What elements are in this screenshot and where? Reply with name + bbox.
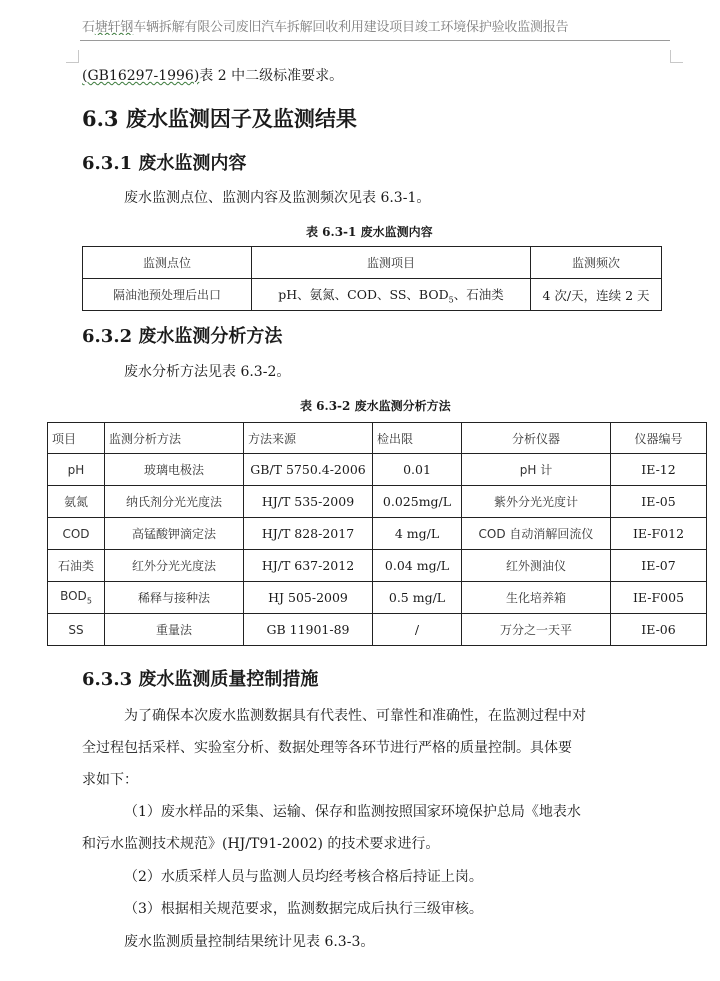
detection-limit-cell: 0.04 mg/L	[373, 550, 462, 582]
header-title-rest: 车辆拆解有限公司废旧汽车拆解回收利用建设项目竣工环境保护验收监测报告	[133, 20, 569, 35]
header-rule	[80, 40, 670, 41]
source-cell: HJ 505-2009	[244, 582, 373, 614]
method-cell: 纳氏剂分光光度法	[105, 486, 244, 518]
section-6-3-1-heading: 6.3.1 废水监测内容	[82, 153, 247, 174]
section-6-3-2-paragraph: 废水分析方法见表 6.3-2。	[124, 364, 291, 380]
table-6-3-1	[82, 246, 662, 311]
method-cell: 重量法	[105, 614, 244, 646]
header-cell: 监测项目	[252, 247, 531, 279]
source-cell: HJ/T 535-2009	[244, 486, 373, 518]
method-cell: 红外分光光度法	[105, 550, 244, 582]
item-cell	[48, 518, 105, 550]
header-cell: 分析仪器	[462, 423, 611, 454]
header-cell: 监测点位	[83, 247, 252, 279]
page-header	[82, 16, 666, 35]
monitoring-items-tail: 、石油类	[453, 286, 504, 302]
source-cell: GB 11901-89	[244, 614, 373, 646]
detection-limit-cell: /	[373, 614, 462, 646]
instrument-cell: 红外测油仪	[462, 550, 611, 582]
item-text: 石油类	[57, 559, 94, 573]
header-cell: 方法来源	[244, 423, 373, 454]
instrument-cell: 生化培养箱	[462, 582, 611, 614]
qc-closing: 废水监测质量控制结果统计见表 6.3-3。	[124, 934, 375, 950]
qc-item-1-line-2: 和污水监测技术规范》(HJ/T91-2002) 的技术要求进行。	[82, 836, 440, 852]
table-row	[48, 582, 707, 614]
method-rows	[48, 454, 707, 646]
monitoring-point-cell: 隔油池预处理后出口	[83, 279, 252, 311]
item-cell	[48, 614, 105, 646]
instrument-code-cell: IE-07	[611, 550, 707, 582]
item-text: COD	[62, 526, 90, 541]
header-cell: 检出限	[373, 423, 462, 454]
qc-item-1-line-1: （1）废水样品的采集、运输、保存和监测按照国家环境保护总局《地表水	[124, 804, 581, 820]
item-text: 氨氮	[63, 495, 88, 509]
bod-subscript: 5	[448, 295, 454, 305]
instrument-code-cell: IE-05	[611, 486, 707, 518]
detection-limit-cell: 0.01	[373, 454, 462, 486]
item-cell	[48, 550, 105, 582]
table-row	[48, 486, 707, 518]
qc-item-2: （2）水质采样人员与监测人员均经考核合格后持证上岗。	[124, 869, 483, 885]
table-6-3-2	[47, 422, 707, 646]
section-6-3-heading: 6.3 废水监测因子及监测结果	[82, 106, 357, 131]
table-row	[48, 454, 707, 486]
instrument-code-cell: IE-F012	[611, 518, 707, 550]
table-row	[48, 614, 707, 646]
margin-corner-mark-left	[66, 50, 79, 63]
table-row	[48, 518, 707, 550]
item-subscript: 5	[86, 596, 92, 606]
source-cell: GB/T 5750.4-2006	[244, 454, 373, 486]
item-text: pH	[67, 462, 85, 477]
instrument-code-cell: IE-06	[611, 614, 707, 646]
item-text: SS	[68, 622, 84, 637]
method-cell: 玻璃电极法	[105, 454, 244, 486]
detection-limit-cell: 0.5 mg/L	[373, 582, 462, 614]
item-cell	[48, 582, 105, 614]
table-6-3-2-caption: 表 6.3-2 废水监测分析方法	[300, 399, 451, 413]
frequency-cell: 4 次/天，连续 2 天	[531, 279, 662, 311]
instrument-cell: pH 计	[462, 454, 611, 486]
qc-paragraph-line-1: 为了确保本次废水监测数据具有代表性、可靠性和准确性，在监测过程中对	[124, 708, 586, 724]
table-row	[83, 279, 662, 311]
instrument-cell: 紫外分光光度计	[462, 486, 611, 518]
method-cell: 高锰酸钾滴定法	[105, 518, 244, 550]
header-company-name: 塘轩钢	[94, 20, 134, 35]
intro-line	[82, 66, 343, 86]
header-cell: 监测分析方法	[105, 423, 244, 454]
instrument-cell: COD 自动消解回流仪	[462, 518, 611, 550]
monitoring-items-cell	[252, 279, 531, 311]
section-6-3-1-paragraph: 废水监测点位、监测内容及监测频次见表 6.3-1。	[124, 190, 431, 206]
method-cell: 稀释与接种法	[105, 582, 244, 614]
monitoring-items-text: pH、氨氮、COD、SS、BOD	[278, 286, 449, 302]
table-row	[48, 550, 707, 582]
margin-corner-mark-right	[670, 50, 683, 63]
qc-item-3: （3）根据相关规范要求，监测数据完成后执行三级审核。	[124, 901, 483, 917]
header-cell: 项目	[48, 423, 105, 454]
table-header-row	[48, 423, 707, 454]
qc-paragraph-line-2: 全过程包括采样、实验室分析、数据处理等各环节进行严格的质量控制。具体要	[82, 740, 572, 756]
detection-limit-cell: 0.025mg/L	[373, 486, 462, 518]
item-text: BOD	[60, 589, 87, 604]
source-cell: HJ/T 637-2012	[244, 550, 373, 582]
header-title-prefix: 石	[82, 20, 95, 35]
standard-code: (GB16297-1996)	[82, 68, 200, 84]
item-cell	[48, 454, 105, 486]
item-cell	[48, 486, 105, 518]
instrument-cell: 万分之一天平	[462, 614, 611, 646]
instrument-code-cell: IE-F005	[611, 582, 707, 614]
instrument-code-cell: IE-12	[611, 454, 707, 486]
header-cell: 仪器编号	[611, 423, 707, 454]
detection-limit-cell: 4 mg/L	[373, 518, 462, 550]
table-header-row	[83, 247, 662, 279]
source-cell: HJ/T 828-2017	[244, 518, 373, 550]
header-cell: 监测频次	[531, 247, 662, 279]
standard-text: 表 2 中二级标准要求。	[199, 68, 344, 84]
table-6-3-1-caption: 表 6.3-1 废水监测内容	[306, 225, 433, 239]
section-6-3-3-heading: 6.3.3 废水监测质量控制措施	[82, 669, 319, 690]
qc-paragraph-line-3: 求如下：	[82, 772, 138, 788]
section-6-3-2-heading: 6.3.2 废水监测分析方法	[82, 326, 283, 347]
